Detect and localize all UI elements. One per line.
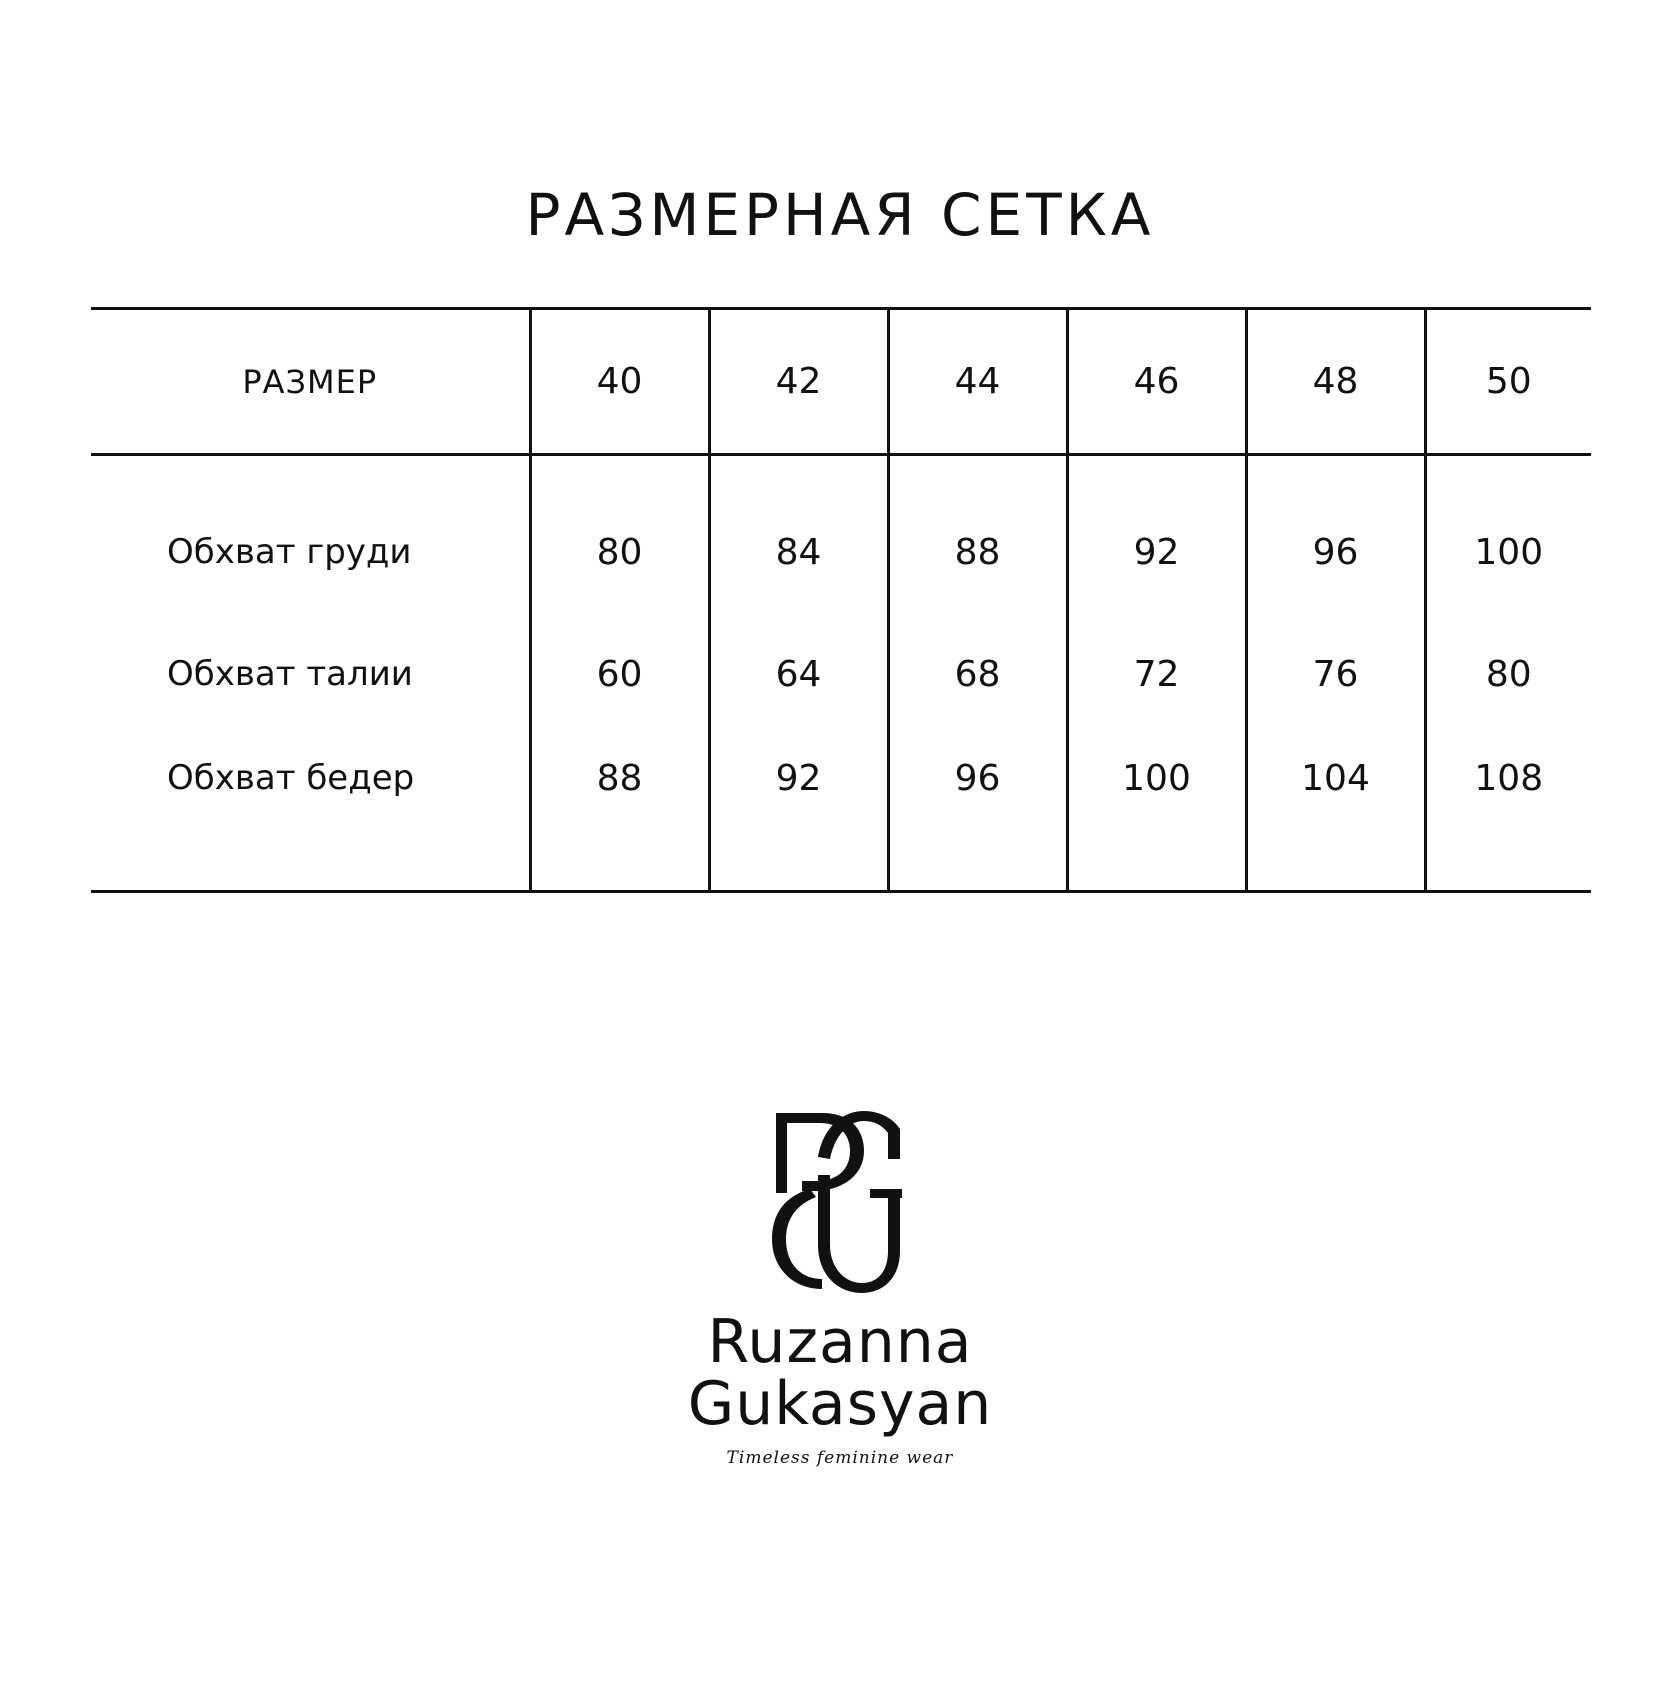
table-cell: 100 [1067, 720, 1246, 892]
table-cell: 96 [1246, 455, 1425, 629]
row-label: Обхват груди [167, 532, 412, 572]
row-label: Обхват бедер [91, 720, 530, 892]
table-cell: 80 [1425, 628, 1591, 720]
header-label: РАЗМЕР [91, 309, 530, 455]
table-cell: 92 [1067, 455, 1246, 629]
table-row-chest [91, 455, 1591, 629]
table-cell: 60 [530, 628, 709, 720]
table-cell: 76 [1246, 628, 1425, 720]
table-cell: 64 [709, 628, 888, 720]
brand-name-first: Ruzanna [707, 1307, 973, 1377]
size-header: 50 [1425, 309, 1591, 455]
size-header: 46 [1067, 309, 1246, 455]
table-cell: 68 [888, 628, 1067, 720]
page-title: РАЗМЕРНАЯ СЕТКА [525, 181, 1155, 249]
table-cell: 88 [888, 455, 1067, 629]
table-row-waist [91, 628, 1591, 720]
size-header: 40 [530, 309, 709, 455]
table-cell: 72 [1067, 628, 1246, 720]
size-header: 48 [1246, 309, 1425, 455]
size-header: 44 [888, 309, 1067, 455]
table-cell: 88 [530, 720, 709, 892]
row-label: Обхват талии [167, 654, 413, 694]
table-row-hips [91, 720, 1591, 892]
table-header-row [91, 309, 1591, 455]
table-cell: 108 [1425, 720, 1591, 892]
table-cell: 84 [709, 455, 888, 629]
table-cell: 104 [1246, 720, 1425, 892]
table-cell: 100 [1425, 455, 1591, 629]
brand-name-last: Gukasyan [687, 1369, 993, 1439]
size-chart-table [91, 307, 1591, 893]
size-header: 42 [709, 309, 888, 455]
brand-tagline: Timeless feminine wear [726, 1448, 954, 1468]
table-cell: 80 [530, 455, 709, 629]
brand-monogram-logo [760, 1105, 920, 1295]
table-cell: 92 [709, 720, 888, 892]
table-cell: 96 [888, 720, 1067, 892]
